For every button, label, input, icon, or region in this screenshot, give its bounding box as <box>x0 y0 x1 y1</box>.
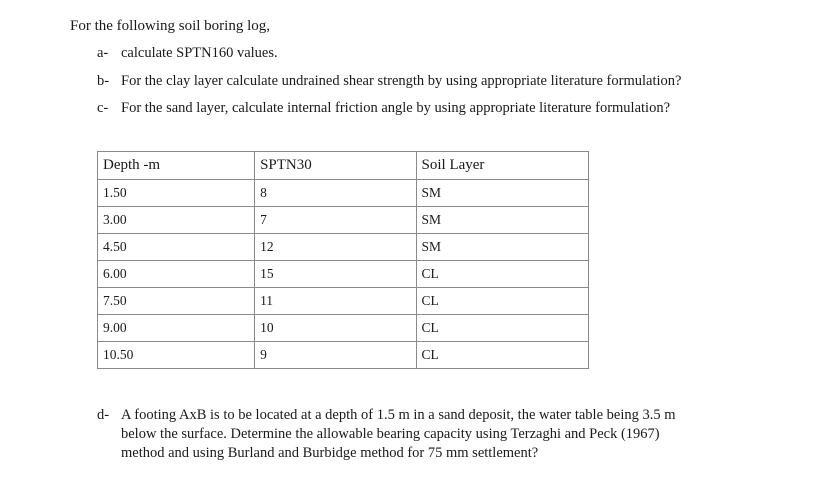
question-d-marker: d- <box>97 407 110 423</box>
cell-depth: 9.00 <box>98 315 255 342</box>
table-row <box>98 342 589 369</box>
soil-boring-log-table <box>97 151 589 369</box>
question-d-line: A footing AxB is to be located at a depth of 1.5 m in a sand deposit, the water table being 3.5 m <box>121 407 676 423</box>
cell-sptn30: 9 <box>255 342 416 369</box>
cell-sptn30: 15 <box>255 261 416 288</box>
cell-soil-layer: CL <box>416 342 588 369</box>
problem-intro: For the following soil boring log, <box>70 18 270 34</box>
cell-depth: 4.50 <box>98 234 255 261</box>
cell-depth: 10.50 <box>98 342 255 369</box>
header-depth: Depth -m <box>98 152 255 180</box>
cell-sptn30: 11 <box>255 288 416 315</box>
cell-soil-layer: CL <box>416 261 588 288</box>
question-d-line: below the surface. Determine the allowable bearing capacity using Terzaghi and Peck (1967) <box>121 426 660 442</box>
cell-sptn30: 8 <box>255 180 416 207</box>
cell-depth: 3.00 <box>98 207 255 234</box>
question-a-text: calculate SPTN160 values. <box>121 45 278 61</box>
cell-depth: 7.50 <box>98 288 255 315</box>
cell-depth: 6.00 <box>98 261 255 288</box>
question-b-marker: b- <box>97 73 110 89</box>
question-c-text: For the sand layer, calculate internal friction angle by using appropriate literature formulation? <box>121 100 671 116</box>
table-row <box>98 207 589 234</box>
question-d-line: method and using Burland and Burbidge method for 75 mm settlement? <box>121 445 539 461</box>
table-row <box>98 315 589 342</box>
cell-soil-layer: SM <box>416 207 588 234</box>
table-row <box>98 180 589 207</box>
cell-sptn30: 10 <box>255 315 416 342</box>
cell-depth: 1.50 <box>98 180 255 207</box>
cell-soil-layer: SM <box>416 234 588 261</box>
cell-sptn30: 7 <box>255 207 416 234</box>
table-row <box>98 288 589 315</box>
cell-soil-layer: SM <box>416 180 588 207</box>
header-soil-layer: Soil Layer <box>416 152 588 180</box>
question-a-marker: a- <box>97 45 109 61</box>
cell-soil-layer: CL <box>416 288 588 315</box>
question-c-marker: c- <box>97 100 109 116</box>
table-row <box>98 261 589 288</box>
cell-sptn30: 12 <box>255 234 416 261</box>
table-header-row <box>98 152 589 180</box>
header-sptn30: SPTN30 <box>255 152 416 180</box>
cell-soil-layer: CL <box>416 315 588 342</box>
table-row <box>98 234 589 261</box>
question-d-text <box>121 406 771 463</box>
question-b-text: For the clay layer calculate undrained shear strength by using appropriate literature formulation? <box>121 73 682 89</box>
